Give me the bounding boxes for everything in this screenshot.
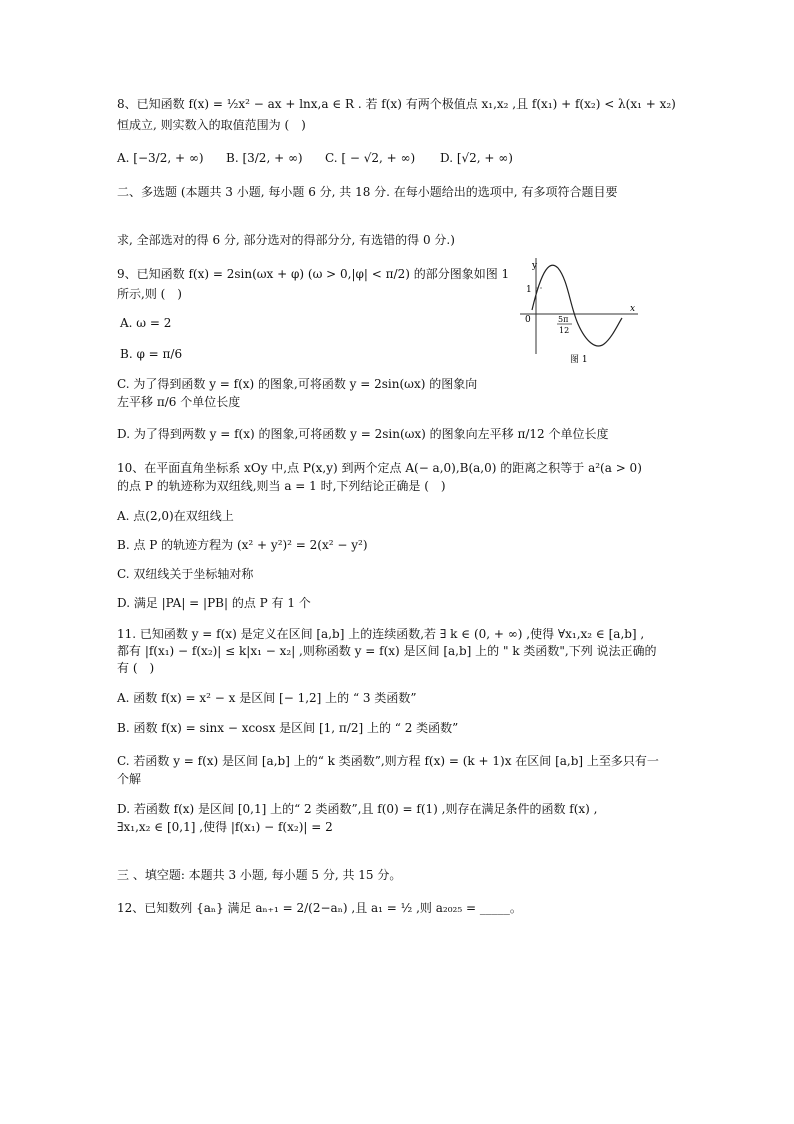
section3-heading: 三 、填空题: 本题共 3 小题, 每小题 5 分, 共 15 分。 [117, 868, 402, 882]
tick-label-numerator: 5π [558, 315, 569, 324]
y-axis-label: y [532, 261, 538, 271]
q10-stem-line1: 10、在平面直角坐标系 xOy 中,点 P(x,y) 到两个定点 A(− a,0),B(a,0) 的距离之积等于 a²(a > 0) [117, 461, 642, 475]
q10-option-c: C. 双纽线关于坐标轴对称 [117, 567, 254, 581]
q10-stem-line2: 的点 P 的轨迹称为双纽线,则当 a = 1 时,下列结论正确是 ( ) [117, 479, 446, 493]
q8-stem-line1: 8、已知函数 f(x) = ½x² − ax + lnx,a ∈ R . 若 f(x) 有两个极值点 x₁,x₂ ,且 f(x₁) + f(x₂) < λ(x₁ + x₂) [117, 97, 676, 111]
section2-heading-line2: 求, 全部选对的得 6 分, 部分选对的得部分分, 有选错的得 0 分.) [117, 233, 455, 247]
q9-option-d: D. 为了得到两数 y = f(x) 的图象,可将函数 y = 2sin(ωx) 的图象向左平移 π/12 个单位长度 [117, 427, 609, 441]
section2-heading-line1: 二、多选题 (本题共 3 小题, 每小题 6 分, 共 18 分. 在每小题给出的选项中, 有多项符合题目要 [117, 185, 618, 199]
q9-stem-line1: 9、已知函数 f(x) = 2sin(ωx + φ) (ω > 0,|φ| < π/2) 的部分图象如图 1 [117, 267, 510, 281]
sine-graph-svg [512, 254, 642, 370]
q9-stem-line2: 所示,则 ( ) [117, 287, 182, 301]
q10-option-b: B. 点 P 的轨迹方程为 (x² + y²)² = 2(x² − y²) [117, 538, 368, 552]
q8-option-b: B. [3/2, + ∞) [226, 151, 303, 165]
q9-option-c-line1: C. 为了得到函数 y = f(x) 的图象,可将函数 y = 2sin(ωx) 的图象向 [117, 377, 478, 391]
q11-option-d-line2: ∃x₁,x₂ ∈ [0,1] ,使得 |f(x₁) − f(x₂)| = 2 [117, 820, 333, 834]
q9-option-c-line2: 左平移 π/6 个单位长度 [117, 395, 241, 409]
q10-option-d: D. 满足 |PA| = |PB| 的点 P 有 1 个 [117, 596, 311, 610]
q11-stem-line2: 都有 |f(x₁) − f(x₂)| ≤ k|x₁ − x₂| ,则称函数 y = f(x) 是区间 [a,b] 上的 " k 类函数",下列 说法正确的 [117, 644, 657, 658]
q11-option-a: A. 函数 f(x) = x² − x 是区间 [− 1,2] 上的 “ 3 类函数” [117, 691, 417, 705]
q8-option-a: A. [−3/2, + ∞) [117, 151, 204, 165]
q11-option-c-line2: 个解 [117, 772, 142, 786]
y-one-label: 1 [526, 285, 532, 295]
tick-label-denominator: 12 [559, 326, 570, 335]
q11-option-b: B. 函数 f(x) = sinx − xcosx 是区间 [1, π/2] 上的 “ 2 类函数” [117, 721, 459, 735]
q11-stem-line3: 有 ( ) [117, 661, 155, 675]
q10-option-a: A. 点(2,0)在双纽线上 [117, 509, 234, 523]
q9-option-a: A. ω = 2 [120, 316, 172, 330]
q8-option-d: D. [√2, + ∞) [440, 151, 513, 165]
sine-graph-figure [512, 254, 642, 370]
q11-option-c-line1: C. 若函数 y = f(x) 是区间 [a,b] 上的“ k 类函数”,则方程 f(x) = (k + 1)x 在区间 [a,b] 上至多只有一 [117, 754, 659, 768]
sine-curve [532, 265, 622, 346]
q8-stem-line2: 恒成立, 则实数入的取值范围为 ( ) [117, 118, 306, 132]
q11-stem-line1: 11. 已知函数 y = f(x) 是定义在区间 [a,b] 上的连续函数,若 ∃ k ∈ (0, + ∞) ,使得 ∀x₁,x₂ ∈ [a,b] , [117, 627, 645, 641]
q11-option-d-line1: D. 若函数 f(x) 是区间 [0,1] 上的“ 2 类函数”,且 f(0) = f(1) ,则存在满足条件的函数 f(x) , [117, 802, 598, 816]
q12-stem: 12、已知数列 {aₙ} 满足 aₙ₊₁ = 2/(2−aₙ) ,且 a₁ = ½ ,则 a₂₀₂₅ = _____。 [117, 901, 522, 915]
figure-caption: 图 1 [570, 355, 588, 365]
q8-option-c: C. [ − √2, + ∞) [325, 151, 416, 165]
x-axis-label: x [630, 304, 636, 314]
origin-label: 0 [525, 315, 531, 325]
q9-option-b: B. φ = π/6 [120, 347, 183, 361]
